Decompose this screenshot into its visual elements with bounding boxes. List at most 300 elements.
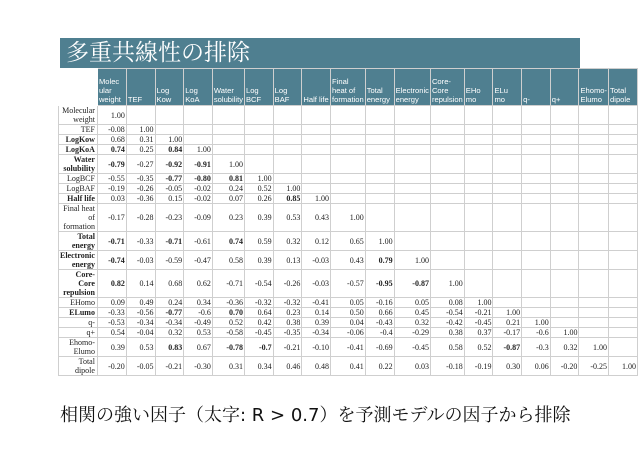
empty-cell [430, 125, 464, 135]
correlation-value: -0.56 [126, 308, 155, 318]
correlation-value: -0.32 [273, 298, 302, 308]
empty-cell [464, 155, 493, 174]
empty-cell [365, 135, 394, 145]
correlation-value: -0.45 [244, 328, 273, 338]
empty-cell [244, 125, 273, 135]
empty-cell [609, 125, 638, 135]
empty-cell [126, 106, 155, 125]
correlation-value: -0.4 [365, 328, 394, 338]
empty-cell [394, 194, 430, 204]
correlation-value: -0.6 [184, 308, 213, 318]
correlation-value: 0.81 [212, 174, 244, 184]
correlation-value: 0.74 [97, 145, 126, 155]
correlation-value: 0.32 [550, 338, 579, 357]
empty-cell [609, 232, 638, 251]
empty-cell [579, 308, 609, 318]
empty-cell [550, 298, 579, 308]
empty-cell [365, 174, 394, 184]
correlation-value: 0.15 [155, 194, 184, 204]
correlation-value: -0.36 [212, 298, 244, 308]
empty-cell [609, 308, 638, 318]
correlation-value: -0.55 [97, 174, 126, 184]
correlation-value: 1.00 [331, 204, 366, 232]
empty-cell [394, 106, 430, 125]
correlation-value: 1.00 [430, 270, 464, 298]
empty-cell [579, 204, 609, 232]
correlation-value: 0.31 [212, 357, 244, 376]
correlation-value: 0.70 [212, 308, 244, 318]
empty-cell [430, 155, 464, 174]
row-label: Molecular weight [59, 106, 98, 125]
column-header: Log KoA [184, 69, 213, 106]
correlation-value: -0.77 [155, 174, 184, 184]
column-header: EHo mo [464, 69, 493, 106]
empty-cell [550, 318, 579, 328]
correlation-value: 0.23 [212, 204, 244, 232]
correlation-value: -0.34 [126, 318, 155, 328]
correlation-value: 1.00 [522, 318, 551, 328]
empty-cell [522, 232, 551, 251]
correlation-value: 0.64 [244, 308, 273, 318]
slide-caption: 相関の強い因子（太字: R > 0.7）を予測モデルの因子から排除 [60, 405, 571, 426]
correlation-value: -0.33 [126, 232, 155, 251]
empty-cell [430, 194, 464, 204]
correlation-value: -0.71 [155, 232, 184, 251]
empty-cell [609, 184, 638, 194]
correlation-value: 0.39 [244, 251, 273, 270]
empty-cell [302, 184, 331, 194]
row-label: TEF [59, 125, 98, 135]
correlation-value: -0.02 [184, 194, 213, 204]
correlation-value: -0.45 [394, 338, 430, 357]
correlation-value: 0.39 [244, 204, 273, 232]
column-header: Log BAF [273, 69, 302, 106]
table-row [59, 318, 638, 328]
table-row [59, 308, 638, 318]
empty-cell [430, 251, 464, 270]
correlation-value: 0.43 [302, 204, 331, 232]
correlation-value: -0.34 [302, 328, 331, 338]
empty-cell [579, 125, 609, 135]
empty-cell [579, 251, 609, 270]
correlation-value: 0.46 [273, 357, 302, 376]
empty-cell [493, 155, 522, 174]
empty-cell [464, 106, 493, 125]
correlation-value: -0.79 [97, 155, 126, 174]
correlation-value: 0.58 [430, 338, 464, 357]
empty-cell [522, 155, 551, 174]
correlation-value: -0.57 [331, 270, 366, 298]
empty-cell [493, 135, 522, 145]
correlation-value: -0.32 [244, 298, 273, 308]
empty-cell [579, 184, 609, 194]
column-header: Total dipole [609, 69, 638, 106]
empty-cell [464, 174, 493, 184]
empty-cell [550, 204, 579, 232]
empty-cell [493, 204, 522, 232]
row-label: Ehomo-Elumo [59, 338, 98, 357]
correlation-value: -0.17 [97, 204, 126, 232]
empty-cell [273, 155, 302, 174]
row-label: q- [59, 318, 98, 328]
empty-cell [522, 135, 551, 145]
empty-cell [302, 106, 331, 125]
column-header: Molec ular weight [97, 69, 126, 106]
empty-cell [493, 232, 522, 251]
empty-cell [609, 251, 638, 270]
slide-title: 多重共線性の排除 [60, 38, 580, 68]
correlation-value: -0.45 [464, 318, 493, 328]
empty-cell [579, 135, 609, 145]
empty-cell [464, 145, 493, 155]
column-header: Final heat of formation [331, 69, 366, 106]
table-row [59, 125, 638, 135]
correlation-value: -0.36 [126, 194, 155, 204]
empty-cell [430, 145, 464, 155]
empty-cell [365, 145, 394, 155]
empty-cell [464, 125, 493, 135]
empty-cell [302, 145, 331, 155]
row-label: LogBAF [59, 184, 98, 194]
correlation-value: 0.08 [430, 298, 464, 308]
empty-cell [394, 174, 430, 184]
correlation-value: 0.39 [302, 318, 331, 328]
correlation-value: 0.25 [126, 145, 155, 155]
empty-cell [331, 174, 366, 184]
correlation-value: -0.19 [464, 357, 493, 376]
correlation-value: -0.33 [97, 308, 126, 318]
correlation-value: -0.26 [126, 184, 155, 194]
table-row [59, 270, 638, 298]
correlation-value: 1.00 [244, 174, 273, 184]
correlation-value: -0.41 [331, 338, 366, 357]
correlation-value: 0.05 [394, 298, 430, 308]
empty-cell [184, 135, 213, 145]
correlation-value: 0.82 [97, 270, 126, 298]
empty-cell [579, 194, 609, 204]
correlation-value: -0.43 [365, 318, 394, 328]
correlation-value: 0.38 [273, 318, 302, 328]
correlation-value: 0.37 [464, 328, 493, 338]
correlation-value: 1.00 [579, 338, 609, 357]
correlation-value: 0.59 [244, 232, 273, 251]
correlation-value: -0.25 [579, 357, 609, 376]
correlation-value: 0.34 [244, 357, 273, 376]
empty-cell [244, 155, 273, 174]
empty-cell [609, 106, 638, 125]
empty-cell [331, 125, 366, 135]
empty-cell [522, 298, 551, 308]
empty-cell [394, 145, 430, 155]
empty-cell [493, 106, 522, 125]
empty-cell [331, 106, 366, 125]
correlation-value: -0.80 [184, 174, 213, 184]
correlation-value: 0.14 [302, 308, 331, 318]
row-label: Core-Core repulsion [59, 270, 98, 298]
empty-cell [464, 270, 493, 298]
correlation-value: -0.05 [155, 184, 184, 194]
correlation-value: 0.12 [302, 232, 331, 251]
empty-cell [579, 270, 609, 298]
table-row [59, 328, 638, 338]
empty-cell [430, 232, 464, 251]
empty-cell [365, 155, 394, 174]
correlation-value: 1.00 [126, 125, 155, 135]
correlation-value: 0.65 [331, 232, 366, 251]
correlation-value: -0.08 [97, 125, 126, 135]
correlation-value: 0.83 [155, 338, 184, 357]
table-row [59, 106, 638, 125]
correlation-value: 0.42 [244, 318, 273, 328]
empty-cell [522, 194, 551, 204]
correlation-value: -0.92 [155, 155, 184, 174]
correlation-value: -0.58 [212, 328, 244, 338]
correlation-value: -0.05 [126, 357, 155, 376]
column-header: Total energy [365, 69, 394, 106]
table-row [59, 232, 638, 251]
empty-cell [550, 308, 579, 318]
correlation-value: -0.21 [155, 357, 184, 376]
correlation-value: 0.62 [184, 270, 213, 298]
empty-cell [550, 232, 579, 251]
correlation-value: 0.07 [212, 194, 244, 204]
empty-cell [550, 145, 579, 155]
correlation-value: 0.58 [212, 251, 244, 270]
correlation-value: 0.41 [331, 357, 366, 376]
empty-cell [579, 328, 609, 338]
empty-cell [212, 145, 244, 155]
empty-cell [365, 184, 394, 194]
correlation-value: 1.00 [212, 155, 244, 174]
row-label: LogKow [59, 135, 98, 145]
correlation-value: -0.71 [212, 270, 244, 298]
empty-cell [550, 174, 579, 184]
empty-cell [212, 125, 244, 135]
empty-cell [609, 338, 638, 357]
empty-cell [273, 106, 302, 125]
correlation-value: 0.68 [155, 270, 184, 298]
empty-cell [212, 135, 244, 145]
empty-cell [430, 204, 464, 232]
correlation-value: -0.53 [97, 318, 126, 328]
empty-cell [579, 298, 609, 308]
empty-cell [550, 184, 579, 194]
correlation-value: -0.42 [430, 318, 464, 328]
correlation-value: 0.54 [97, 328, 126, 338]
correlation-value: 0.26 [244, 194, 273, 204]
row-label: Total energy [59, 232, 98, 251]
empty-cell [430, 184, 464, 194]
empty-cell [302, 155, 331, 174]
empty-cell [273, 145, 302, 155]
correlation-value: 0.34 [184, 298, 213, 308]
correlation-value: 0.68 [97, 135, 126, 145]
empty-cell [550, 106, 579, 125]
empty-cell [394, 232, 430, 251]
correlation-value: -0.49 [184, 318, 213, 328]
correlation-value: -0.34 [155, 318, 184, 328]
row-label: ELumo [59, 308, 98, 318]
correlation-value: -0.47 [184, 251, 213, 270]
column-header: TEF [126, 69, 155, 106]
empty-cell [579, 232, 609, 251]
correlation-value: 0.24 [155, 298, 184, 308]
table-row [59, 145, 638, 155]
correlation-value: -0.59 [155, 251, 184, 270]
empty-cell [609, 135, 638, 145]
correlation-value: 0.38 [430, 328, 464, 338]
empty-cell [609, 298, 638, 308]
empty-cell [609, 328, 638, 338]
empty-cell [522, 125, 551, 135]
empty-cell [550, 125, 579, 135]
column-header: Electronic energy [394, 69, 430, 106]
row-label: Half life [59, 194, 98, 204]
correlation-value: 0.21 [493, 318, 522, 328]
row-label: LogKoA [59, 145, 98, 155]
correlation-value: 0.50 [331, 308, 366, 318]
empty-cell [550, 155, 579, 174]
empty-cell [579, 145, 609, 155]
empty-cell [331, 145, 366, 155]
correlation-value: 1.00 [394, 251, 430, 270]
empty-cell [522, 308, 551, 318]
empty-cell [212, 106, 244, 125]
correlation-value: 1.00 [184, 145, 213, 155]
correlation-value: -0.54 [244, 270, 273, 298]
correlation-matrix-table [58, 68, 638, 376]
empty-cell [331, 135, 366, 145]
correlation-value: 1.00 [273, 184, 302, 194]
empty-cell [522, 204, 551, 232]
correlation-value: -0.26 [273, 270, 302, 298]
correlation-value: 0.49 [126, 298, 155, 308]
empty-cell [365, 125, 394, 135]
table-row [59, 174, 638, 184]
correlation-value: -0.20 [97, 357, 126, 376]
empty-cell [331, 184, 366, 194]
empty-cell [493, 174, 522, 184]
correlation-value: 0.67 [184, 338, 213, 357]
correlation-value: -0.35 [126, 174, 155, 184]
table-row [59, 194, 638, 204]
empty-cell [493, 125, 522, 135]
correlation-value: -0.27 [126, 155, 155, 174]
empty-cell [273, 135, 302, 145]
correlation-value: 0.79 [365, 251, 394, 270]
empty-cell [184, 106, 213, 125]
column-header: Ehomo-Elumo [579, 69, 609, 106]
correlation-value: -0.78 [212, 338, 244, 357]
row-label: Electronic energy [59, 251, 98, 270]
empty-cell [609, 270, 638, 298]
correlation-value: 0.14 [126, 270, 155, 298]
table-row [59, 155, 638, 174]
correlation-value: 0.85 [273, 194, 302, 204]
correlation-value: -0.21 [464, 308, 493, 318]
empty-cell [493, 270, 522, 298]
correlation-value: 0.03 [394, 357, 430, 376]
table-corner-cell [59, 69, 98, 106]
empty-cell [430, 135, 464, 145]
empty-cell [302, 135, 331, 145]
correlation-value: 0.30 [493, 357, 522, 376]
column-header: Half life [302, 69, 331, 106]
correlation-value: -0.74 [97, 251, 126, 270]
row-label: q+ [59, 328, 98, 338]
table-row [59, 184, 638, 194]
empty-cell [331, 194, 366, 204]
correlation-value: -0.69 [365, 338, 394, 357]
empty-cell [579, 155, 609, 174]
table-row [59, 298, 638, 308]
empty-cell [394, 155, 430, 174]
correlation-value: 0.24 [212, 184, 244, 194]
correlation-value: -0.09 [184, 204, 213, 232]
row-label: Water solubility [59, 155, 98, 174]
empty-cell [394, 135, 430, 145]
correlation-value: 0.23 [273, 308, 302, 318]
correlation-value: 1.00 [97, 106, 126, 125]
correlation-value: -0.30 [184, 357, 213, 376]
correlation-value: -0.03 [126, 251, 155, 270]
empty-cell [365, 204, 394, 232]
correlation-value: 0.52 [464, 338, 493, 357]
empty-cell [522, 106, 551, 125]
empty-cell [464, 184, 493, 194]
column-header: Log Kow [155, 69, 184, 106]
empty-cell [244, 106, 273, 125]
correlation-value: -0.03 [302, 251, 331, 270]
correlation-value: 0.39 [97, 338, 126, 357]
correlation-value: 0.66 [365, 308, 394, 318]
correlation-value: 0.43 [331, 251, 366, 270]
empty-cell [331, 155, 366, 174]
correlation-value: 0.45 [394, 308, 430, 318]
row-label: Total dipole [59, 357, 98, 376]
column-header: q- [522, 69, 551, 106]
correlation-value: 0.32 [155, 328, 184, 338]
correlation-value: 0.13 [273, 251, 302, 270]
correlation-value: -0.18 [430, 357, 464, 376]
row-label: EHomo [59, 298, 98, 308]
empty-cell [609, 174, 638, 184]
correlation-value: 0.53 [126, 338, 155, 357]
empty-cell [244, 145, 273, 155]
correlation-value: 0.05 [331, 298, 366, 308]
empty-cell [522, 145, 551, 155]
correlation-value: 1.00 [609, 357, 638, 376]
empty-cell [430, 106, 464, 125]
correlation-value: -0.71 [97, 232, 126, 251]
correlation-value: -0.35 [273, 328, 302, 338]
correlation-value: -0.41 [302, 298, 331, 308]
correlation-value: 0.52 [244, 184, 273, 194]
correlation-value: 0.22 [365, 357, 394, 376]
empty-cell [493, 251, 522, 270]
correlation-value: 0.52 [212, 318, 244, 328]
table-row [59, 135, 638, 145]
empty-cell [493, 145, 522, 155]
correlation-value: -0.02 [184, 184, 213, 194]
correlation-value: -0.54 [430, 308, 464, 318]
correlation-value: -0.6 [522, 328, 551, 338]
correlation-value: 1.00 [464, 298, 493, 308]
empty-cell [522, 251, 551, 270]
correlation-value: 0.09 [97, 298, 126, 308]
row-label: Final heat of formation [59, 204, 98, 232]
correlation-value: 1.00 [155, 135, 184, 145]
